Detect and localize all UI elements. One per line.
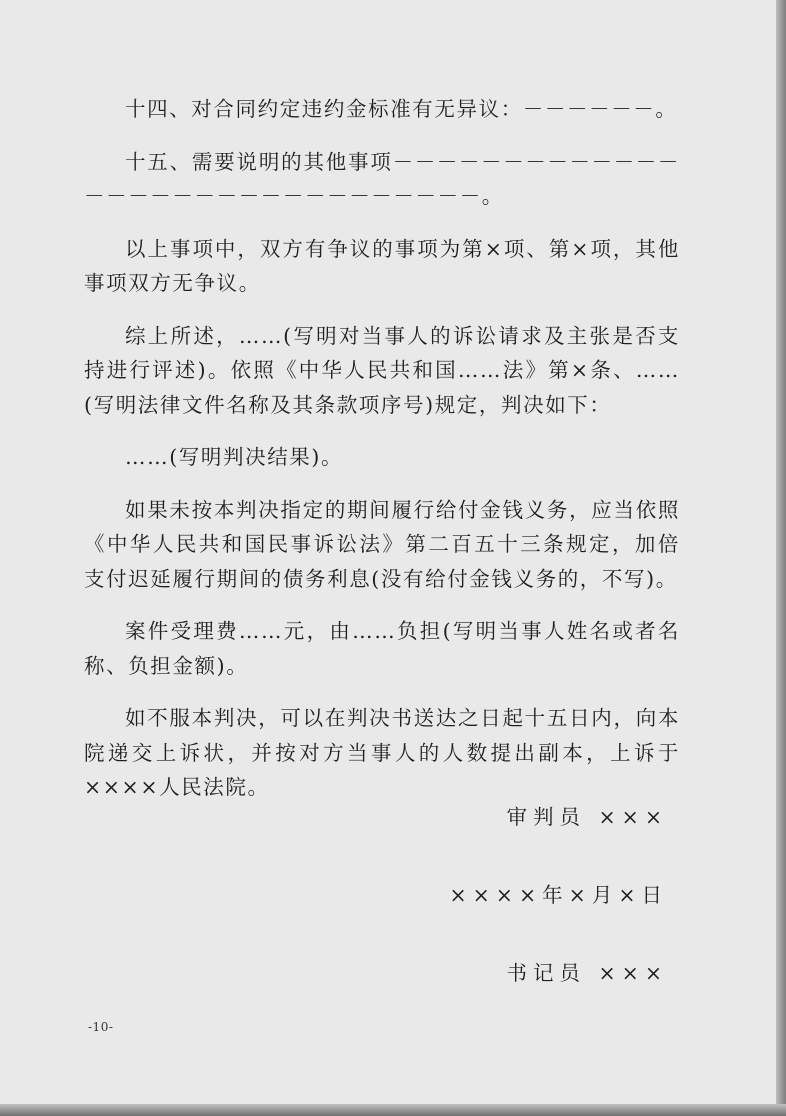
reasoning-paragraph: 综上所述，……(写明对当事人的诉讼请求及主张是否支持进行评述)。依照《中华人民共和国……法》第×条、……(写明法律文件名称及其条款项序号)规定，判决如下： xyxy=(84,323,680,417)
dispute-summary-paragraph: 以上事项中，双方有争议的事项为第×项、第×项，其他事项双方无争议。 xyxy=(84,236,680,295)
page-number: -10- xyxy=(88,1020,114,1034)
page-edge-right xyxy=(776,0,786,1116)
payment-obligation-paragraph: 如果未按本判决指定的期间履行给付金钱义务，应当依照《中华人民共和国民事诉讼法》第二百五十三条规定，加倍支付迟延履行期间的债务利息(没有给付金钱义务的，不写)。 xyxy=(84,497,680,591)
case-fee-paragraph: 案件受理费……元，由……负担(写明当事人姓名或者名称、负担金额)。 xyxy=(84,619,680,678)
judgment-date: ××××年×月×日 xyxy=(449,883,668,907)
item-fourteen: 十四、对合同约定违约金标准有无异议：－－－－－－。 xyxy=(125,97,678,121)
clerk-signature: 书记员 ××× xyxy=(506,961,668,985)
document-body xyxy=(84,92,680,805)
judge-signature: 审判员 ××× xyxy=(506,805,668,829)
item-fifteen: 十五、需要说明的其他事项－－－－－－－－－－－－－－－－－－－－－－－－－－－－－－－。 xyxy=(84,149,680,208)
page-edge-bottom xyxy=(0,1104,786,1116)
appeal-notice-paragraph: 如不服本判决，可以在判决书送达之日起十五日内，向本院递交上诉状，并按对方当事人的人数提出副本，上诉于××××人民法院。 xyxy=(84,706,680,799)
judgment-result-paragraph: ……(写明判决结果)。 xyxy=(125,445,344,469)
